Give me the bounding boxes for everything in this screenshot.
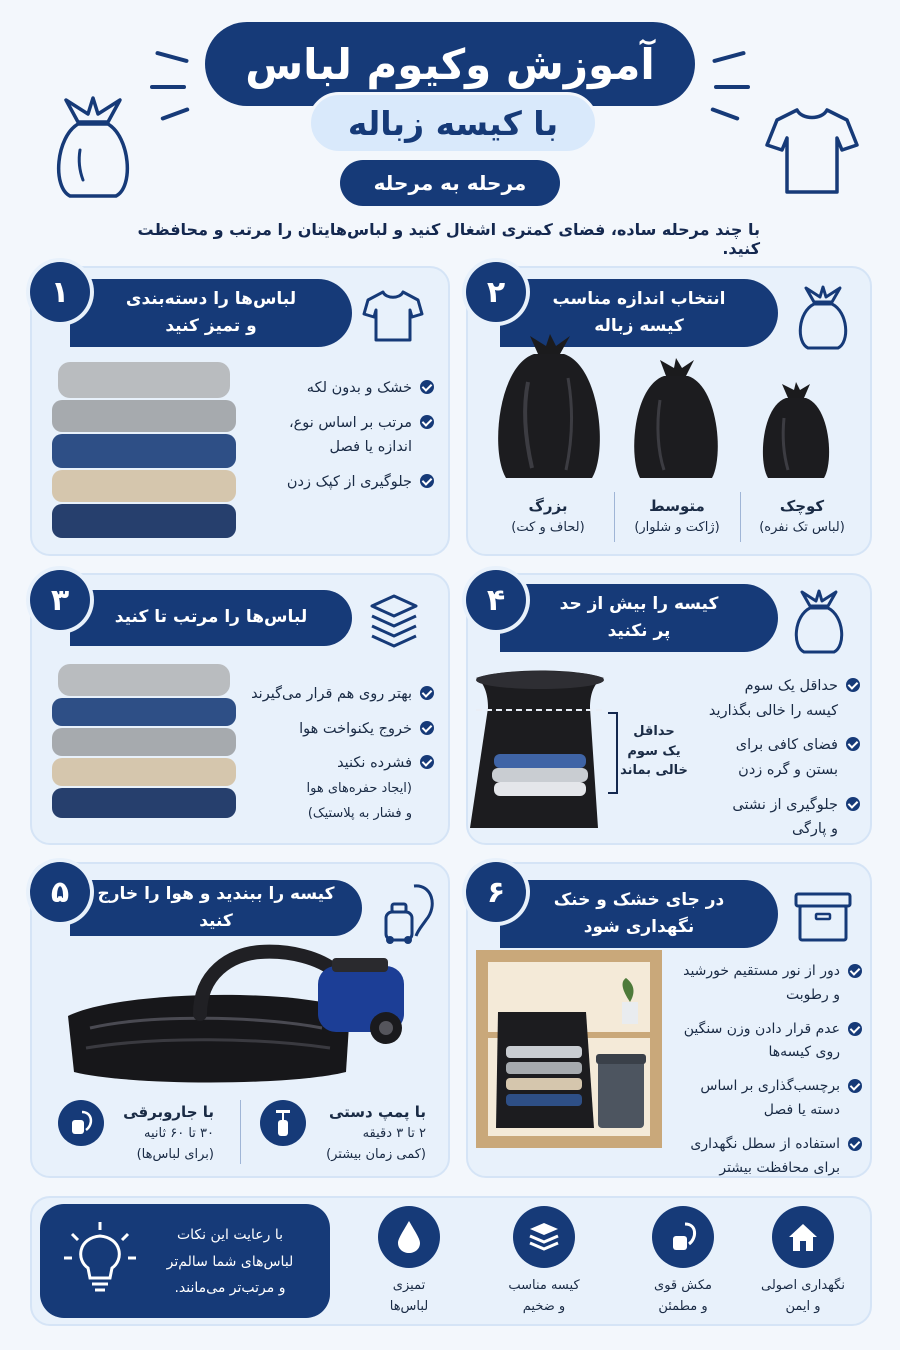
step-5-number: ۵ <box>30 862 90 922</box>
check-icon <box>420 755 434 769</box>
step-3-bullet-stack: بهتر روی هم قرار می‌گیرند <box>244 682 434 707</box>
step-4-number: ۴ <box>466 570 526 630</box>
trash-bag-icon <box>48 92 138 202</box>
step-6-title-line1: در جای خشک و خنک <box>553 889 725 910</box>
check-icon <box>420 721 434 735</box>
vacuum-method-icon <box>58 1100 104 1146</box>
storage-box-icon <box>792 888 854 944</box>
step-1-bullets <box>248 376 434 505</box>
shirt-icon <box>762 100 862 200</box>
fill-measure-bracket <box>608 712 618 794</box>
step-4-bullets <box>692 674 860 852</box>
step-1-number: ۱ <box>30 262 90 322</box>
step-4-bullet-leak: جلوگیری از نشتی و پارگی <box>692 793 860 842</box>
step-4-title-line2: پر نکنید <box>607 621 671 641</box>
step-1-title-line2: و تمیز کنید <box>165 316 257 336</box>
check-icon <box>420 686 434 700</box>
step-4-bullet-third: حداقل یک سوم کیسه را خالی بگذارید <box>692 674 860 723</box>
step-3-bullet-air: خروج یکنواخت هوا <box>244 717 434 742</box>
hand-pump-method-text: با پمپ دستی ۲ تا ۳ دقیقه (کمی زمان بیشتر) <box>326 1103 426 1162</box>
size-medium-label: متوسط (ژاکت و شلوار) <box>634 497 720 535</box>
check-icon <box>848 1022 862 1036</box>
size-small-label: کوچک (لباس تک نفره) <box>759 497 845 535</box>
size-divider-2 <box>740 492 741 542</box>
step-2-title-line2: کیسه زباله <box>594 316 684 336</box>
step-1-heading <box>70 279 352 347</box>
step-6-bullet-weight: عدم قرار دادن وزن سنگین روی کیسه‌ها <box>670 1018 862 1066</box>
home-icon <box>772 1206 834 1268</box>
step-4-title-line1: کیسه را بیش از حد <box>559 593 719 614</box>
check-icon <box>848 964 862 978</box>
header-dash-right-2 <box>714 85 750 89</box>
step-3-number: ۳ <box>30 570 90 630</box>
method-divider <box>240 1100 241 1164</box>
step-5-title: کیسه را ببندید و هوا را خارج کنید <box>97 883 335 931</box>
large-trash-bag <box>488 332 610 484</box>
folded-stack-icon <box>364 592 424 650</box>
step-1-bullet-sort: مرتب بر اساس نوع، اندازه یا فصل <box>248 411 434 460</box>
size-large-label: بزرگ (لحاف و کت) <box>511 497 585 535</box>
folded-clothes-stack-2 <box>52 664 236 822</box>
page-subtitle: با کیسه زباله <box>308 92 598 154</box>
step-6-bullet-bin: استفاده از سطل نگهداری برای محافظت بیشتر <box>670 1133 862 1181</box>
footer-feature-suction: مکش قوی و مطمئن <box>624 1206 742 1318</box>
vacuum-cleaner-icon <box>378 876 440 946</box>
step-2-number: ۲ <box>466 262 526 322</box>
step-4-heading <box>500 584 778 652</box>
header-dash-left-2 <box>150 85 186 89</box>
check-icon <box>848 1137 862 1151</box>
step-6-bullets <box>670 960 862 1190</box>
layers-icon <box>513 1206 575 1268</box>
vacuum-icon <box>652 1206 714 1268</box>
step-1-bullet-dry: خشک و بدون لکه <box>248 376 434 401</box>
check-icon <box>848 1079 862 1093</box>
header-dash-right-1 <box>712 51 746 64</box>
check-icon <box>846 797 860 811</box>
vacuum-method-text: با جاروبرقی ۳۰ تا ۶۰ ثانیه (برای لباس‌ها) <box>123 1103 214 1162</box>
trash-bag-outline-icon <box>790 588 848 656</box>
footer-feature-thick-bag: کیسه مناسب و ضخیم <box>480 1206 608 1318</box>
trash-bag-outline-icon <box>794 284 852 352</box>
check-icon <box>420 380 434 394</box>
fill-measure-label: حداقل یک سوم خالی بماند <box>620 724 688 778</box>
closet-shelf-illustration <box>476 950 662 1148</box>
step-6-title-line2: نگهداری شود <box>583 917 695 937</box>
folded-clothes-stack-1 <box>52 362 236 538</box>
step-1-bullet-mold: جلوگیری از کپک زدن <box>248 470 434 495</box>
check-icon <box>420 474 434 488</box>
tshirt-icon <box>362 288 424 344</box>
step-6-bullet-label: برچسب‌گذاری بر اساس دسته یا فصل <box>670 1075 862 1123</box>
step-3-heading <box>70 590 352 646</box>
check-icon <box>846 737 860 751</box>
footer-tip-text: با رعایت این نکات لباس‌های شما سالم‌تر و مرتب‌تر می‌مانند. <box>166 1227 294 1297</box>
step-5-heading <box>70 880 362 936</box>
check-icon <box>846 678 860 692</box>
small-trash-bag <box>756 380 836 484</box>
water-drop-icon <box>378 1206 440 1268</box>
header-dash-right-3 <box>710 107 740 121</box>
footer-feature-safe-storage: نگهداری اصولی و ایمن <box>744 1206 862 1318</box>
step-3-bullets <box>244 682 434 835</box>
step-4-bullet-space: فضای کافی برای بستن و گره زدن <box>692 733 860 782</box>
step-3-bullet-compress: فشرده نکنید (ایجاد حفره‌های هوا و فشار به پلاستیک) <box>244 751 434 825</box>
lightbulb-icon <box>60 1220 140 1300</box>
step-by-step-badge: مرحله به مرحله <box>340 160 560 206</box>
step-1-title-line1: لباس‌ها را دسته‌بندی <box>125 288 297 309</box>
intro-text: با چند مرحله ساده، فضای کمتری اشغال کنید و لباس‌هایتان را مرتب و محافظت کنید. <box>137 220 760 258</box>
half-filled-bag-illustration <box>466 668 614 834</box>
step-6-number: ۶ <box>466 862 526 922</box>
page-title: آموزش وکیوم لباس <box>205 22 695 106</box>
hand-pump-icon <box>260 1100 306 1146</box>
footer-feature-cleanliness: تمیزی لباس‌ها <box>350 1206 468 1318</box>
step-3-title: لباس‌ها را مرتب تا کنید <box>114 607 308 628</box>
header-dash-left-1 <box>155 51 189 64</box>
vacuum-sealed-bag-illustration <box>60 944 420 1092</box>
header-dash-left-3 <box>160 107 190 121</box>
step-6-heading <box>500 880 778 948</box>
step-6-bullet-sunlight: دور از نور مستقیم خورشید و رطوبت <box>670 960 862 1008</box>
check-icon <box>420 415 434 429</box>
step-2-title-line1: انتخاب اندازه مناسب <box>552 288 726 309</box>
medium-trash-bag <box>624 356 728 484</box>
